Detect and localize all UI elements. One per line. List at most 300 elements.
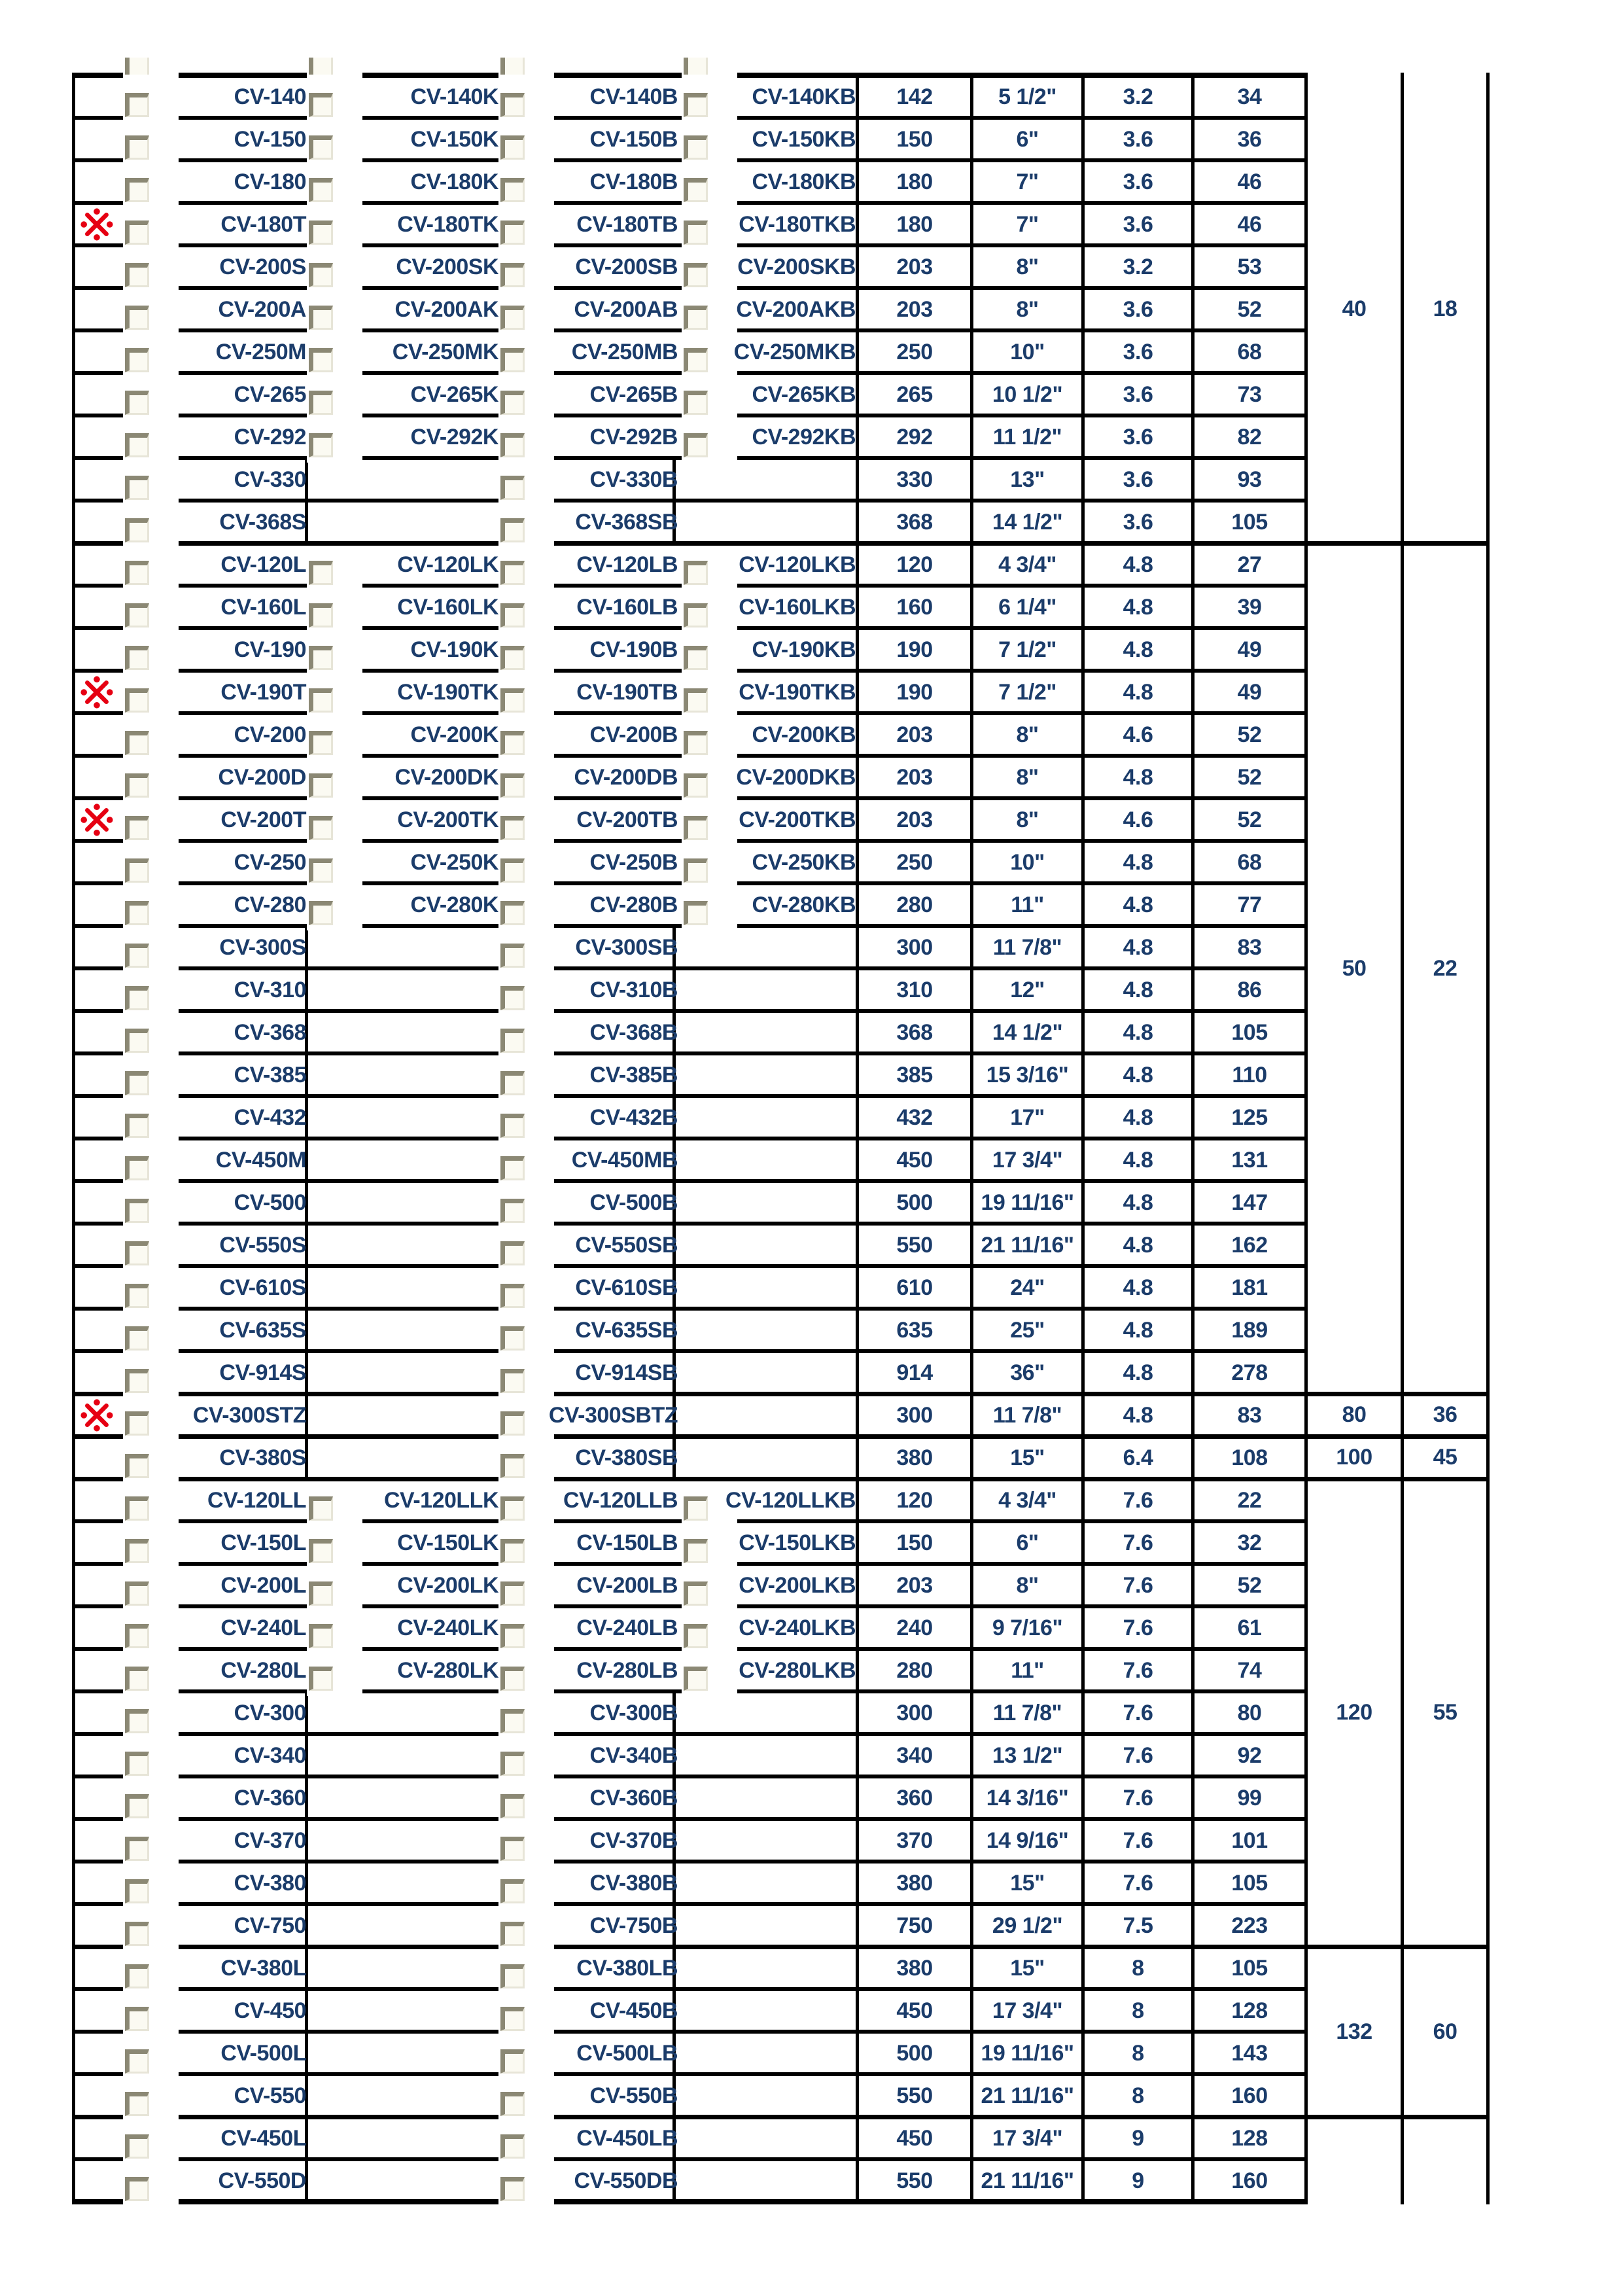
model-code-label: CV-200L xyxy=(220,1573,306,1598)
model-code-label: CV-265 xyxy=(234,382,306,407)
spec-value: 14 1/2" xyxy=(992,510,1063,535)
spec-value: 3.6 xyxy=(1123,382,1153,407)
spec-value: 3.2 xyxy=(1123,84,1153,109)
spec-value: 15" xyxy=(1010,1871,1045,1896)
spec-value: 10 1/2" xyxy=(992,382,1063,407)
model-code-label: CV-140 xyxy=(234,84,306,109)
spec-value: 82 xyxy=(1237,425,1262,450)
model-code-label: CV-200K xyxy=(410,722,498,747)
model-code-label: CV-250KB xyxy=(752,850,856,875)
model-code-label: CV-280 xyxy=(234,892,306,917)
spec-value: 105 xyxy=(1231,1871,1268,1896)
model-code-label: CV-190TKB xyxy=(739,680,856,705)
spec-value: 24" xyxy=(1010,1275,1045,1300)
group-value: 40 xyxy=(1342,296,1367,321)
model-code-label: CV-120LLB xyxy=(563,1488,678,1513)
spec-value: 11 1/2" xyxy=(992,425,1062,450)
partial-checkbox-icon xyxy=(309,58,333,75)
spec-value: 4.8 xyxy=(1123,1063,1153,1087)
spec-value: 142 xyxy=(896,84,933,109)
spec-value: 83 xyxy=(1237,1403,1262,1428)
model-code-label: CV-368SB xyxy=(575,510,678,535)
spec-value: 203 xyxy=(896,297,933,322)
model-code-label: CV-360 xyxy=(234,1786,306,1810)
spec-value: 10" xyxy=(1010,340,1045,364)
spec-value: 143 xyxy=(1231,2041,1268,2066)
spec-value: 4.8 xyxy=(1123,935,1153,960)
model-code-label: CV-450B xyxy=(589,1998,678,2023)
spec-value: 300 xyxy=(896,935,933,960)
spec-value: 74 xyxy=(1237,1658,1262,1683)
spec-value: 6" xyxy=(1016,127,1039,152)
model-code-label: CV-750 xyxy=(234,1913,306,1938)
group-value: 36 xyxy=(1433,1402,1457,1427)
spec-value: 4.8 xyxy=(1123,1105,1153,1130)
model-code-label: CV-292 xyxy=(234,425,306,450)
model-code-label: CV-120L xyxy=(220,552,306,577)
model-code-label: CV-190T xyxy=(220,680,306,705)
spec-value: 162 xyxy=(1231,1233,1268,1258)
model-code-label: CV-180 xyxy=(234,169,306,194)
model-code-label: CV-150LB xyxy=(576,1530,678,1555)
model-code-label: CV-300 xyxy=(234,1701,306,1725)
spec-value: 8 xyxy=(1132,2041,1144,2066)
spec-value: 3.6 xyxy=(1123,169,1153,194)
spec-value: 4.6 xyxy=(1123,807,1153,832)
spec-value: 380 xyxy=(896,1445,933,1470)
spec-value: 7.6 xyxy=(1123,1488,1153,1513)
model-code-label: CV-550DB xyxy=(574,2168,678,2193)
model-code-label: CV-140KB xyxy=(752,84,856,109)
spec-value: 3.6 xyxy=(1123,340,1153,364)
group-value: 22 xyxy=(1433,955,1457,981)
model-code-label: CV-200KB xyxy=(752,722,856,747)
spec-value: 8 xyxy=(1132,2083,1144,2108)
spec-value: 203 xyxy=(896,255,933,279)
spec-value: 105 xyxy=(1231,510,1268,535)
model-code-label: CV-140B xyxy=(589,84,678,109)
model-code-label: CV-200LKB xyxy=(739,1573,856,1598)
spec-value: 120 xyxy=(896,552,933,577)
spec-value: 9 xyxy=(1132,2168,1144,2193)
model-code-label: CV-265KB xyxy=(752,382,856,407)
spec-value: 385 xyxy=(896,1063,933,1087)
spec-value: 203 xyxy=(896,722,933,747)
model-code-label: CV-300SBTZ xyxy=(548,1403,678,1428)
model-code-label: CV-190TK xyxy=(397,680,498,705)
model-code-label: CV-200SKB xyxy=(737,255,856,279)
spec-value: 3.6 xyxy=(1123,212,1153,237)
spec-value: 203 xyxy=(896,807,933,832)
note-mark xyxy=(67,203,126,245)
spec-value: 150 xyxy=(896,1530,933,1555)
spec-value: 6 1/4" xyxy=(998,595,1056,620)
model-code-label: CV-200DK xyxy=(394,765,498,790)
spec-value: 4.8 xyxy=(1123,978,1153,1002)
model-code-label: CV-200TB xyxy=(576,807,678,832)
spec-value: 190 xyxy=(896,680,933,705)
spec-value: 7.6 xyxy=(1123,1828,1153,1853)
spec-value: 4.8 xyxy=(1123,595,1153,620)
model-code-label: CV-450L xyxy=(220,2126,306,2151)
model-code-label: CV-190 xyxy=(234,637,306,662)
model-code-label: CV-190KB xyxy=(752,637,856,662)
group-value: 80 xyxy=(1342,1402,1367,1427)
model-code-label: CV-200S xyxy=(219,255,306,279)
spec-value: 52 xyxy=(1237,765,1262,790)
model-code-label: CV-340 xyxy=(234,1743,306,1768)
model-code-label: CV-150KB xyxy=(752,127,856,152)
spec-value: 46 xyxy=(1237,212,1262,237)
spec-value: 68 xyxy=(1237,850,1262,875)
spec-value: 4.8 xyxy=(1123,850,1153,875)
model-code-label: CV-150LKB xyxy=(739,1530,856,1555)
spec-value: 450 xyxy=(896,1998,933,2023)
model-code-label: CV-150LK xyxy=(397,1530,498,1555)
spec-value: 10" xyxy=(1010,850,1045,875)
spec-value: 550 xyxy=(896,1233,933,1258)
model-code-label: CV-360B xyxy=(589,1786,678,1810)
spec-value: 9 xyxy=(1132,2126,1144,2151)
spec-value: 160 xyxy=(1231,2168,1268,2193)
model-code-label: CV-120LL xyxy=(207,1488,306,1513)
spec-value: 3.6 xyxy=(1123,467,1153,492)
spec-value: 4.8 xyxy=(1123,552,1153,577)
group-value: 132 xyxy=(1336,2019,1372,2044)
spec-value: 4.8 xyxy=(1123,765,1153,790)
model-code-label: CV-280LK xyxy=(397,1658,498,1683)
spec-value: 4.8 xyxy=(1123,1148,1153,1173)
model-code-label: CV-200B xyxy=(589,722,678,747)
model-code-label: CV-300S xyxy=(219,935,306,960)
model-code-label: CV-265K xyxy=(410,382,498,407)
spec-value: 223 xyxy=(1231,1913,1268,1938)
spec-value: 8" xyxy=(1016,722,1039,747)
spec-value: 52 xyxy=(1237,297,1262,322)
spec-value: 7.6 xyxy=(1123,1743,1153,1768)
spec-value: 68 xyxy=(1237,340,1262,364)
spec-value: 8" xyxy=(1016,1573,1039,1598)
spec-value: 21 11/16" xyxy=(981,2083,1074,2108)
spec-value: 380 xyxy=(896,1871,933,1896)
spec-value: 105 xyxy=(1231,1956,1268,1981)
spec-value: 450 xyxy=(896,1148,933,1173)
spec-value: 190 xyxy=(896,637,933,662)
spec-value: 4.8 xyxy=(1123,1318,1153,1343)
model-code-label: CV-500LB xyxy=(576,2041,678,2066)
model-code-label: CV-300SB xyxy=(575,935,678,960)
model-code-label: CV-250K xyxy=(410,850,498,875)
spec-value: 360 xyxy=(896,1786,933,1810)
spec-value: 4.8 xyxy=(1123,637,1153,662)
spec-value: 99 xyxy=(1237,1786,1262,1810)
model-code-label: CV-368S xyxy=(219,510,306,535)
model-code-label: CV-432B xyxy=(589,1105,678,1130)
model-code-label: CV-550S xyxy=(219,1233,306,1258)
spec-value: 12" xyxy=(1010,978,1045,1002)
model-code-label: CV-240LKB xyxy=(739,1616,856,1640)
spec-value: 432 xyxy=(896,1105,933,1130)
spec-value: 7.6 xyxy=(1123,1573,1153,1598)
model-code-label: CV-368 xyxy=(234,1020,306,1045)
spec-value: 11 7/8" xyxy=(992,1403,1062,1428)
model-code-label: CV-180T xyxy=(220,212,306,237)
spec-value: 36 xyxy=(1237,127,1262,152)
spec-value: 150 xyxy=(896,127,933,152)
model-code-label: CV-265B xyxy=(589,382,678,407)
spec-value: 7.6 xyxy=(1123,1530,1153,1555)
model-code-label: CV-200DB xyxy=(574,765,678,790)
spec-value: 61 xyxy=(1237,1616,1262,1640)
spec-value: 131 xyxy=(1231,1148,1268,1173)
model-code-label: CV-280B xyxy=(589,892,678,917)
model-code-label: CV-200DKB xyxy=(736,765,856,790)
model-code-label: CV-200D xyxy=(218,765,306,790)
model-code-label: CV-150 xyxy=(234,127,306,152)
spec-value: 7.6 xyxy=(1123,1616,1153,1640)
model-code-label: CV-550 xyxy=(234,2083,306,2108)
model-code-label: CV-450LB xyxy=(576,2126,678,2151)
spec-value: 17 3/4" xyxy=(992,2126,1063,2151)
spec-value: 6.4 xyxy=(1123,1445,1153,1470)
spec-value: 80 xyxy=(1237,1701,1262,1725)
model-code-label: CV-160LB xyxy=(576,595,678,620)
spec-value: 52 xyxy=(1237,807,1262,832)
spec-value: 370 xyxy=(896,1828,933,1853)
model-code-label: CV-190B xyxy=(589,637,678,662)
spec-value: 4.8 xyxy=(1123,1403,1153,1428)
spec-value: 8" xyxy=(1016,255,1039,279)
spec-value: 25" xyxy=(1010,1318,1045,1343)
model-code-label: CV-160LK xyxy=(397,595,498,620)
spec-value: 280 xyxy=(896,1658,933,1683)
spec-value: 29 1/2" xyxy=(992,1913,1063,1938)
spec-value: 750 xyxy=(896,1913,933,1938)
spec-value: 22 xyxy=(1237,1488,1262,1513)
spec-value: 17" xyxy=(1010,1105,1045,1130)
group-value: 60 xyxy=(1433,2019,1457,2044)
model-code-label: CV-610S xyxy=(219,1275,306,1300)
spec-value: 914 xyxy=(896,1360,933,1385)
model-code-label: CV-380S xyxy=(219,1445,306,1470)
model-code-label: CV-380B xyxy=(589,1871,678,1896)
reference-mark-icon xyxy=(80,1399,113,1432)
spec-value: 32 xyxy=(1237,1530,1262,1555)
spec-value: 180 xyxy=(896,212,933,237)
spec-value: 4.8 xyxy=(1123,1233,1153,1258)
model-code-label: CV-120LKB xyxy=(739,552,856,577)
reference-mark-icon xyxy=(80,804,113,836)
spec-value: 635 xyxy=(896,1318,933,1343)
spec-value: 368 xyxy=(896,510,933,535)
spec-value: 19 11/16" xyxy=(981,2041,1074,2066)
model-code-label: CV-370 xyxy=(234,1828,306,1853)
model-code-label: CV-240LB xyxy=(576,1616,678,1640)
spec-value: 15" xyxy=(1010,1445,1045,1470)
model-code-label: CV-150B xyxy=(589,127,678,152)
model-code-label: CV-550B xyxy=(589,2083,678,2108)
model-code-label: CV-200AK xyxy=(394,297,498,322)
spec-value: 4 3/4" xyxy=(998,1488,1056,1513)
model-code-label: CV-240LK xyxy=(397,1616,498,1640)
model-code-label: CV-160L xyxy=(220,595,306,620)
note-mark xyxy=(67,1394,126,1436)
model-code-label: CV-250MB xyxy=(571,340,678,364)
group-value: 55 xyxy=(1433,1700,1457,1725)
spec-value: 550 xyxy=(896,2168,933,2193)
spec-value: 7" xyxy=(1016,212,1039,237)
reference-mark-icon xyxy=(80,676,113,709)
model-code-label: CV-160LKB xyxy=(739,595,856,620)
model-code-label: CV-380SB xyxy=(575,1445,678,1470)
spec-value: 203 xyxy=(896,765,933,790)
model-code-label: CV-310 xyxy=(234,978,306,1002)
spec-value: 500 xyxy=(896,1190,933,1215)
model-code-label: CV-385B xyxy=(589,1063,678,1087)
model-code-label: CV-500 xyxy=(234,1190,306,1215)
model-code-label: CV-914SB xyxy=(575,1360,678,1385)
model-code-label: CV-450M xyxy=(215,1148,306,1173)
spec-value: 4.8 xyxy=(1123,1360,1153,1385)
spec-value: 7.6 xyxy=(1123,1658,1153,1683)
spec-value: 203 xyxy=(896,1573,933,1598)
group-value: 50 xyxy=(1342,955,1367,981)
note-mark xyxy=(67,671,126,713)
spec-value: 83 xyxy=(1237,935,1262,960)
model-code-label: CV-292KB xyxy=(752,425,856,450)
spec-value: 330 xyxy=(896,467,933,492)
spec-value: 4.8 xyxy=(1123,892,1153,917)
spec-value: 8" xyxy=(1016,807,1039,832)
spec-value: 125 xyxy=(1231,1105,1268,1130)
model-code-label: CV-180K xyxy=(410,169,498,194)
spec-value: 19 11/16" xyxy=(981,1190,1074,1215)
spec-value: 8 xyxy=(1132,1956,1144,1981)
model-code-label: CV-180TK xyxy=(397,212,498,237)
spec-value: 240 xyxy=(896,1616,933,1640)
spec-value: 300 xyxy=(896,1403,933,1428)
model-code-label: CV-190TB xyxy=(576,680,678,705)
spec-value: 73 xyxy=(1237,382,1262,407)
model-code-label: CV-200TK xyxy=(397,807,498,832)
model-code-label: CV-450 xyxy=(234,1998,306,2023)
spec-value: 15" xyxy=(1010,1956,1045,1981)
group-value: 100 xyxy=(1336,1445,1372,1470)
model-code-label: CV-200LK xyxy=(397,1573,498,1598)
spec-value: 120 xyxy=(896,1488,933,1513)
spec-value: 14 1/2" xyxy=(992,1020,1063,1045)
model-code-label: CV-450MB xyxy=(571,1148,678,1173)
spec-value: 92 xyxy=(1237,1743,1262,1768)
spec-value: 27 xyxy=(1237,552,1262,577)
spec-value: 8" xyxy=(1016,297,1039,322)
model-code-label: CV-380LB xyxy=(576,1956,678,1981)
spec-value: 14 9/16" xyxy=(986,1828,1069,1853)
model-code-label: CV-500B xyxy=(589,1190,678,1215)
model-code-label: CV-180TB xyxy=(576,212,678,237)
model-code-label: CV-200AKB xyxy=(736,297,856,322)
spec-value: 3.6 xyxy=(1123,425,1153,450)
model-code-label: CV-370B xyxy=(589,1828,678,1853)
spec-value: 300 xyxy=(896,1701,933,1725)
spec-value: 105 xyxy=(1231,1020,1268,1045)
note-mark xyxy=(67,798,126,841)
spec-value: 340 xyxy=(896,1743,933,1768)
spec-value: 128 xyxy=(1231,1998,1268,2023)
model-code-label: CV-300STZ xyxy=(192,1403,306,1428)
spec-value: 11 7/8" xyxy=(992,1701,1062,1725)
model-code-label: CV-250MK xyxy=(392,340,498,364)
spec-value: 110 xyxy=(1232,1063,1267,1087)
model-code-label: CV-380 xyxy=(234,1871,306,1896)
model-code-label: CV-250B xyxy=(589,850,678,875)
model-code-label: CV-250MKB xyxy=(733,340,856,364)
group-value: 45 xyxy=(1433,1445,1457,1470)
spec-value: 11 7/8" xyxy=(992,935,1062,960)
partial-checkbox-icon xyxy=(125,58,149,75)
model-code-label: CV-200SK xyxy=(396,255,498,279)
spec-value: 278 xyxy=(1231,1360,1268,1385)
spec-value: 13 1/2" xyxy=(992,1743,1063,1768)
model-code-label: CV-240L xyxy=(220,1616,306,1640)
model-code-label: CV-380L xyxy=(220,1956,306,1981)
spec-value: 86 xyxy=(1237,978,1262,1002)
spec-value: 7" xyxy=(1016,169,1039,194)
spec-value: 15 3/16" xyxy=(986,1063,1069,1087)
model-code-label: CV-200T xyxy=(220,807,306,832)
spec-value: 53 xyxy=(1237,255,1262,279)
spec-value: 8 xyxy=(1132,1998,1144,2023)
spec-value: 17 3/4" xyxy=(992,1148,1063,1173)
model-code-label: CV-120LLK xyxy=(384,1488,498,1513)
model-code-label: CV-200SB xyxy=(575,255,678,279)
spec-value: 4.8 xyxy=(1123,1020,1153,1045)
spec-value: 4 3/4" xyxy=(998,552,1056,577)
spec-value: 8" xyxy=(1016,765,1039,790)
spec-value: 77 xyxy=(1237,892,1262,917)
model-code-label: CV-200TKB xyxy=(739,807,856,832)
spec-value: 49 xyxy=(1237,680,1262,705)
model-code-label: CV-550SB xyxy=(575,1233,678,1258)
model-code-label: CV-635S xyxy=(219,1318,306,1343)
model-code-label: CV-250M xyxy=(215,340,306,364)
model-code-label: CV-200 xyxy=(234,722,306,747)
spec-value: 181 xyxy=(1231,1275,1268,1300)
spec-value: 4.8 xyxy=(1123,1190,1153,1215)
spec-value: 93 xyxy=(1237,467,1262,492)
model-code-label: CV-120LB xyxy=(576,552,678,577)
model-code-label: CV-914S xyxy=(219,1360,306,1385)
model-code-label: CV-200LB xyxy=(576,1573,678,1598)
model-code-label: CV-432 xyxy=(234,1105,306,1130)
spec-value: 180 xyxy=(896,169,933,194)
model-code-label: CV-180KB xyxy=(752,169,856,194)
spec-value: 7.6 xyxy=(1123,1871,1153,1896)
model-code-label: CV-385 xyxy=(234,1063,306,1087)
model-code-label: CV-280L xyxy=(220,1658,306,1683)
model-code-label: CV-190K xyxy=(410,637,498,662)
spec-value: 4.8 xyxy=(1123,680,1153,705)
model-code-label: CV-340B xyxy=(589,1743,678,1768)
spec-value: 500 xyxy=(896,2041,933,2066)
model-code-label: CV-635SB xyxy=(575,1318,678,1343)
spec-value: 4.8 xyxy=(1123,1275,1153,1300)
spec-value: 13" xyxy=(1010,467,1045,492)
model-code-label: CV-200A xyxy=(218,297,306,322)
model-code-label: CV-292B xyxy=(589,425,678,450)
spec-value: 52 xyxy=(1237,1573,1262,1598)
spec-value: 11" xyxy=(1011,892,1044,917)
